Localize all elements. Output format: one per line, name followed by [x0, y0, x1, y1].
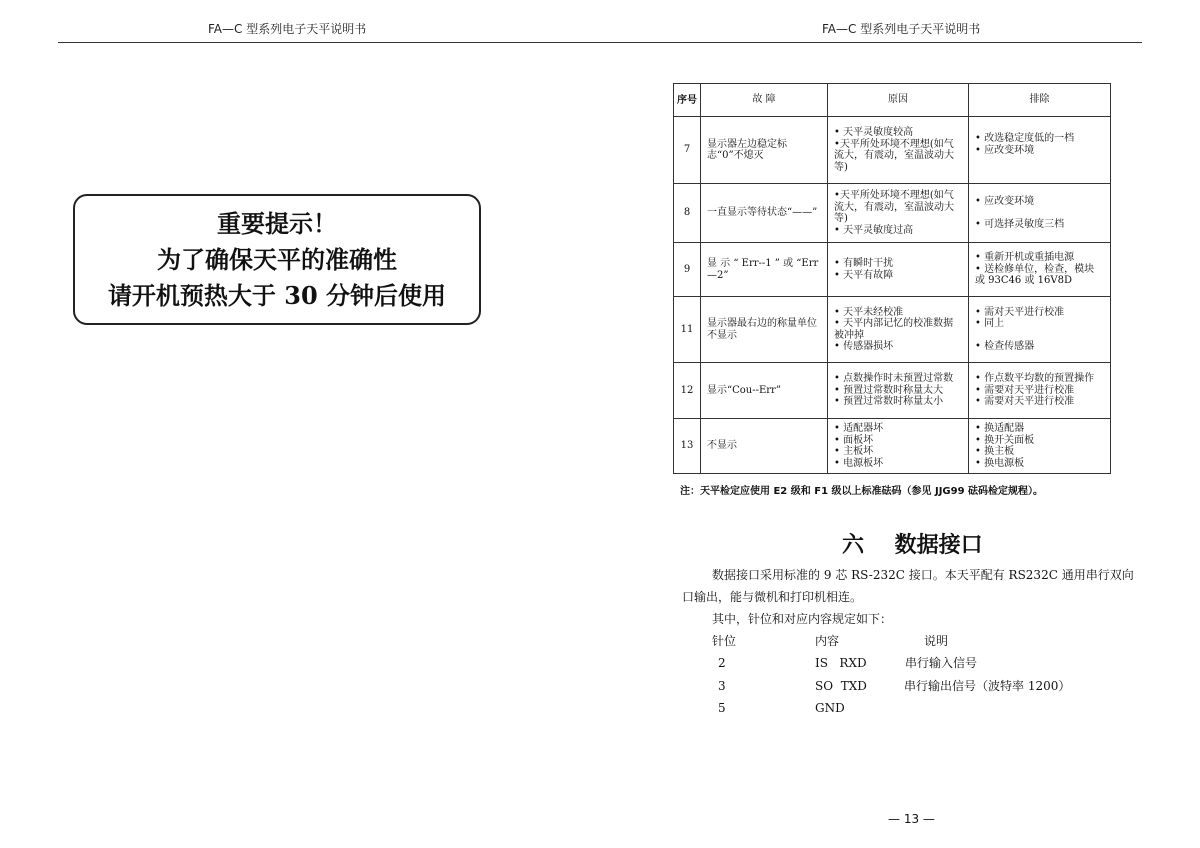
- pin-number: 3: [718, 679, 726, 693]
- notice-line-1: 重要提示！: [217, 209, 337, 238]
- cause-item: • 主板坏: [834, 446, 874, 457]
- cause-item: • 适配器坏: [834, 423, 884, 434]
- cause-item: • 预置过常数时称量太大: [834, 384, 944, 396]
- fix-item: • 换开关面板: [975, 434, 1035, 446]
- section-title: 六 数据接口: [842, 533, 983, 558]
- pin-row: [0, 697, 845, 719]
- cause-item: • 天平灵敏度过高: [834, 224, 914, 236]
- row-causes: [828, 297, 969, 363]
- row-no: 8: [674, 184, 701, 243]
- fix-item: • 换主板: [975, 446, 1015, 457]
- cause-item: • 天平内部记忆的校准数据被冲掉: [834, 318, 954, 341]
- pin-number: 2: [718, 656, 726, 670]
- row-fixes: [969, 363, 1111, 419]
- pin-header-desc: 说明: [924, 634, 949, 648]
- pin-content: IS RXD: [815, 656, 867, 670]
- row-no: 9: [674, 243, 701, 297]
- table-row: [674, 363, 1111, 419]
- pin-header-pin: 针位: [712, 634, 737, 648]
- fix-item: • 送检修单位，检查，模块或 93C46 或 16V8D: [975, 263, 1095, 287]
- table-row: [674, 419, 1111, 474]
- troubleshooting-table: [673, 83, 1111, 474]
- running-header-right: FA—C 型系列电子天平说明书: [822, 22, 981, 36]
- fix-item: • 需要对天平进行校准: [975, 384, 1075, 396]
- header-rule: [58, 42, 1142, 43]
- fix-item: • 重新开机或重插电源: [975, 252, 1075, 264]
- cause-item: • 预置过常数时称量太小: [834, 396, 944, 408]
- pin-desc: 串行输入信号: [905, 656, 978, 670]
- pin-content: SO TXD: [815, 679, 867, 693]
- row-fault: 一直显示等待状态“——”: [701, 184, 828, 243]
- row-fault: 显 示 “ Err--1 ” 或 “Err—2”: [701, 243, 828, 297]
- pin-row: [0, 652, 978, 674]
- fix-item: • 可选择灵敏度三档: [975, 218, 1065, 230]
- row-fixes: [969, 297, 1111, 363]
- row-fixes: [969, 419, 1111, 474]
- pin-header-row: [0, 630, 949, 652]
- pin-desc: 串行输出信号（波特率 1200）: [904, 679, 1071, 693]
- row-causes: [828, 117, 969, 184]
- row-no: 7: [674, 117, 701, 184]
- paragraph-pin-intro: 其中，针位和对应内容规定如下：: [712, 612, 893, 626]
- notice-line-3: 请开机预热大于 30 分钟后使用: [107, 281, 447, 310]
- row-fixes: [969, 117, 1111, 184]
- fix-item: • 应改变环境: [975, 144, 1035, 156]
- notice-line-2: 为了确保天平的准确性: [157, 245, 397, 274]
- cause-item: • 天平未经校准: [834, 306, 904, 318]
- table-row: [674, 297, 1111, 363]
- cause-item: • 电源板坏: [834, 457, 884, 469]
- table-row: [674, 117, 1111, 184]
- row-causes: [828, 419, 969, 474]
- table-row: [674, 184, 1111, 243]
- cause-item: •天平所处环境不理想(如气流大，有震动，室温波动大等): [834, 190, 954, 224]
- header-fault: 故 障: [701, 84, 828, 117]
- fix-item: • 换电源板: [975, 457, 1025, 469]
- fix-item: • 改选稳定度低的一档: [975, 133, 1075, 144]
- cause-item: • 天平灵敏度较高: [834, 127, 914, 138]
- row-no: 11: [674, 297, 701, 363]
- row-causes: [828, 363, 969, 419]
- row-no: 13: [674, 419, 701, 474]
- fix-item: • 换适配器: [975, 423, 1025, 434]
- row-fault: 不显示: [701, 419, 828, 474]
- row-causes: [828, 243, 969, 297]
- header-cause: 原因: [828, 84, 969, 117]
- row-fixes: [969, 243, 1111, 297]
- pin-row: [0, 675, 1071, 697]
- running-header-left: FA—C 型系列电子天平说明书: [208, 22, 367, 36]
- fix-item: • 需对天平进行校准: [975, 306, 1065, 318]
- cause-item: • 传感器损坏: [834, 341, 894, 352]
- cause-item: •天平所处环境不理想(如气流大，有震动，室温波动大等): [834, 138, 954, 173]
- pin-number: 5: [718, 701, 726, 715]
- table-row: [674, 243, 1111, 297]
- page-number: — 13 —: [888, 812, 935, 826]
- fix-item: • 作点数平均数的预置操作: [975, 373, 1095, 385]
- cause-item: • 天平有故障: [834, 269, 894, 281]
- row-causes: [828, 184, 969, 243]
- fix-item: • 应改变环境: [975, 196, 1035, 207]
- header-fix: 排除: [969, 84, 1111, 117]
- cause-item: • 点数操作时未预置过常数: [834, 373, 954, 385]
- cause-item: • 有瞬时干扰: [834, 258, 894, 269]
- cause-item: • 面板坏: [834, 434, 874, 446]
- table-footnote: 注：天平检定应使用 E2 级和 F1 级以上标准砝码（参见 JJG99 砝码检定规程）。: [680, 486, 1044, 497]
- pin-header-content: 内容: [815, 634, 840, 648]
- row-fault: 显示器最右边的称量单位不显示: [701, 297, 828, 363]
- row-fault: 显示“Cou--Err”: [701, 363, 828, 419]
- row-fault: 显示器左边稳定标志“0”不熄灭: [701, 117, 828, 184]
- paragraph-interface: 数据接口采用标准的 9 芯 RS-232C 接口。本天平配有 RS232C 通用串行双向口输出，能与微机和打印机相连。: [682, 568, 1134, 604]
- row-fixes: [969, 184, 1111, 243]
- fix-item: • 需要对天平进行校准: [975, 396, 1075, 408]
- row-no: 12: [674, 363, 701, 419]
- fix-item: • 同上: [975, 318, 1005, 330]
- header-no: 序号: [674, 84, 701, 117]
- table-header-row: [674, 84, 1111, 117]
- pin-content: GND: [815, 701, 845, 715]
- fix-item: • 检查传感器: [975, 340, 1035, 352]
- important-notice-box: [73, 194, 481, 325]
